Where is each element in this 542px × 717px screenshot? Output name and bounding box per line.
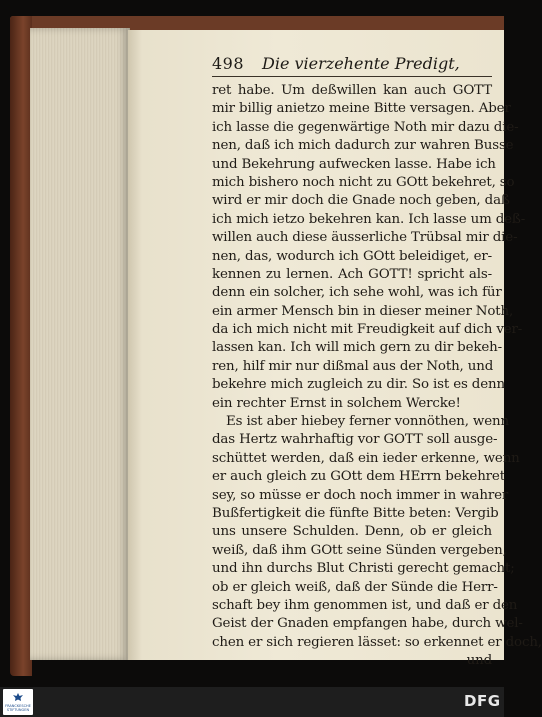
text-line: da ich mich nicht mit Freudigkeit auf dich ver- — [212, 322, 523, 338]
page-header — [212, 52, 502, 78]
text-line: ich lasse die gegenwärtige Noth mir dazu die- — [212, 119, 519, 135]
text-line: ren, hilf mir nur dißmal aus der Noth, und — [212, 358, 494, 374]
text-line: und Bekehrung aufwecken lasse. Habe ich — [212, 156, 496, 172]
text-line: mir billig anietzo meine Bitte versagen. Aber — [212, 101, 511, 117]
text-line: uns unsere Schulden. Denn, ob er gleich — [212, 524, 492, 540]
catchword: und — [466, 653, 492, 669]
page-edges — [30, 28, 130, 660]
text-line: nen, das, wodurch ich GOtt beleidiget, er- — [212, 248, 492, 264]
header-rule — [212, 76, 492, 77]
text-line: ret habe. Um deßwillen kan auch GOTT — [212, 83, 492, 98]
text-line: sey, so müsse er doch noch immer in wahrer — [212, 487, 509, 503]
library-logo[interactable] — [3, 689, 33, 715]
text-line: er auch gleich zu GOtt dem HErrn bekehret — [212, 469, 505, 485]
page-number: 498 — [212, 54, 245, 73]
text-line: schaft bey ihm genommen ist, und daß er den — [212, 597, 518, 613]
text-line: Geist der Gnaden empfangen habe, durch wel- — [212, 616, 523, 632]
text-line: ob er gleich weiß, daß der Sünde die Herr- — [212, 579, 498, 595]
text-line: ein rechter Ernst in solchem Wercke! — [212, 395, 461, 411]
eagle-icon — [12, 692, 24, 702]
text-line: lassen kan. Ich will mich gern zu dir bekeh- — [212, 340, 502, 356]
text-line: und ihn durchs Blut Christi gerecht gemacht; — [212, 561, 515, 577]
text-line: chen er sich regieren lässet: so erkennet er doch, — [212, 634, 542, 650]
text-line: kennen zu lernen. Ach GOTT! spricht als- — [212, 266, 492, 282]
text-line: weiß, daß ihm GOtt seine Sünden vergeben, — [212, 542, 507, 558]
dfg-logo[interactable]: DFG — [464, 692, 501, 710]
text-line: willen auch diese äusserliche Trübsal mir die- — [212, 230, 518, 246]
text-line: Bußfertigkeit die fünfte Bitte beten: Vergib — [212, 505, 499, 521]
text-line: mich bishero noch nicht zu GOtt bekehret, so — [212, 174, 515, 190]
text-line: wird er mir doch die Gnade noch geben, daß — [212, 193, 510, 209]
text-line: bekehre mich zugleich zu dir. So ist es denn — [212, 377, 505, 393]
body-text — [212, 82, 542, 671]
text-line: nen, daß ich mich dadurch zur wahren Busse — [212, 138, 514, 154]
running-head: Die vierzehente Predigt, — [262, 54, 460, 73]
viewer-footer-bar — [0, 687, 504, 717]
text-line: Es ist aber hiebey ferner vonnöthen, wenn — [226, 414, 509, 430]
text-line: das Hertz wahrhaftig vor GOTT soll ausge- — [212, 432, 498, 448]
book-cover-spine — [10, 16, 32, 676]
text-line: denn ein solcher, ich sehe wohl, was ich für — [212, 285, 502, 301]
text-line: ein armer Mensch bin in dieser meiner Noth, — [212, 303, 514, 319]
library-logo-text: FRANCKESCHE STIFTUNGEN — [5, 704, 31, 712]
text-line: schüttet werden, daß ein ieder erkenne, wenn — [212, 450, 520, 466]
text-line: ich mich ietzo bekehren kan. Ich lasse um deß- — [212, 211, 526, 227]
